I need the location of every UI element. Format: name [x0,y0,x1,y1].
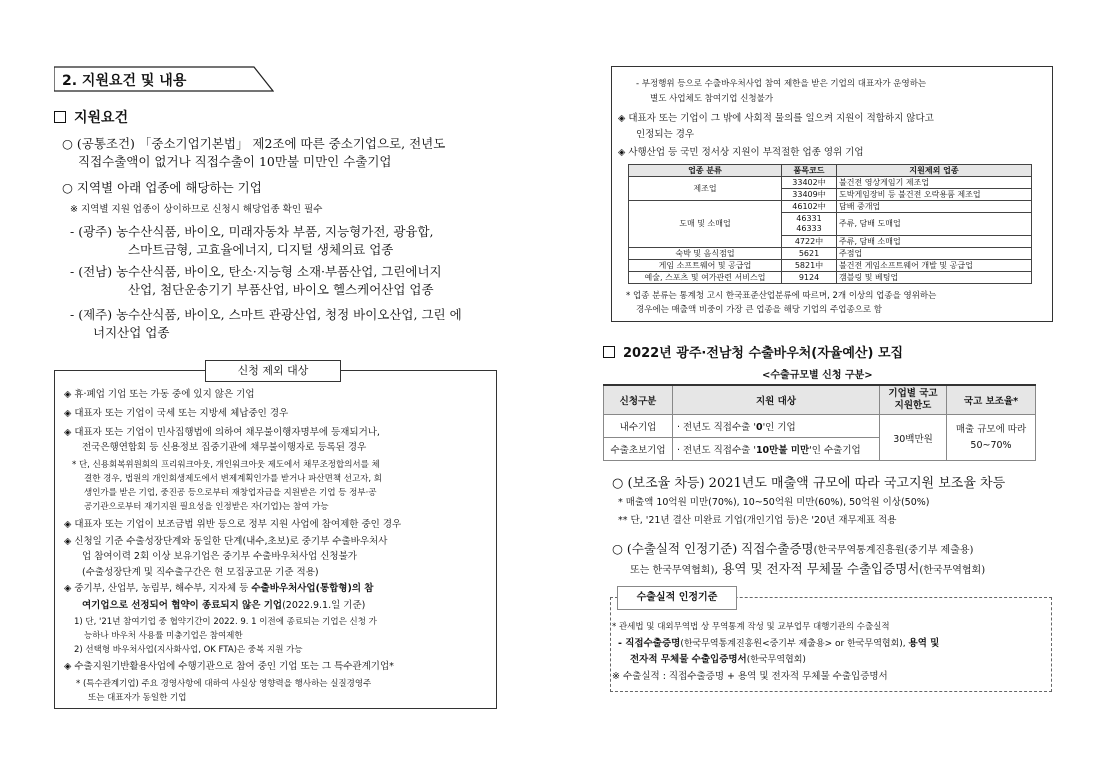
criteria-label: 수출실적 인정기준 [617,586,737,610]
cell-text: '인 기업 [762,422,796,433]
criteria-bold: 용역 및 [908,638,940,649]
table-cell: 5821中 [782,260,837,272]
table-row [629,260,1032,272]
table-row [629,272,1032,284]
gwangju-line1: - (광주) 농수산식품, 바이오, 미래자동차 부품, 지능형가전, 광융합, [70,224,434,239]
right-box-line: 인정되는 경우 [636,129,695,140]
exclusion-item: ◈ 대표자 또는 기업이 보조금법 위반 등으로 정부 지원 사업에 참여제한 중인 경우 [64,519,402,530]
table-header-row [604,385,1036,415]
table-cell: 불건전 게임소프트웨어 개발 및 공급업 [837,260,1032,272]
criteria-line [618,635,939,649]
jeonnam-line1: - (전남) 농수산식품, 바이오, 탄소·지능형 소재·부품산업, 그린에너지 [70,264,442,279]
table-cell: 33409中 [782,189,837,201]
region-note: ※ 지역별 지원 업종이 상이하므로 신청시 해당업종 확인 필수 [70,204,323,215]
table-cell: 46102中 [782,201,837,213]
table-cell: 46331 46333 [782,213,837,236]
table-cell: 갬블링 및 베팅업 [837,272,1032,284]
table-cell: 수출초보기업 [604,438,673,461]
export-perf-small: (한국무역협회) [919,565,986,576]
right-box-line: ◈ 사행산업 등 국민 정서상 지원이 부적절한 업종 영위 기업 [618,147,864,158]
jeju-line2: 너지산업 업종 [93,325,170,340]
table-cell: 담배 중개업 [837,201,1032,213]
exclusion-footnote: 2) 선택형 바우처사업(지사화사업, OK FTA)은 중복 지원 가능 [74,645,303,655]
criteria-line [630,651,806,665]
table-cell: 9124 [782,272,837,284]
exclusion-item: ◈ 대표자 또는 기업이 민사집행법에 의하여 채무불이행자명부에 등재되거나, [64,427,380,438]
subsidy-line3: ** 단, '21년 결산 미완료 기업(개인기업 등)은 '20년 재무제표 적용 [618,515,897,526]
exclusion-footnote: 결한 경우, 법원의 개인회생제도에서 변제계획인가를 받거나 파산면책 선고자, 회 [84,474,382,484]
table-cell: 주점업 [837,248,1032,260]
table-cell: 30백만원 [880,415,947,461]
cell-bold-text: 0 [755,422,763,433]
voucher-heading-text: 2022년 광주·전남청 수출바우처(자율예산) 모집 [623,346,904,361]
table-row [604,415,1036,438]
table-header: 기업별 국고 지원한도 [880,385,947,415]
exclusion-label: 신청 제외 대상 [205,360,341,382]
table-cell [947,415,1036,461]
table-header: 지원제외 업종 [837,165,1032,177]
cell-text: · 전년도 직접수출 ' [677,445,756,456]
common-condition-line1: ○ (공통조건) 「중소기업기본법」 제2조에 따른 중소기업으로, 전년도 [62,136,446,151]
right-box-line: 별도 사업체도 참여기업 신청불가 [650,94,774,104]
voucher-heading [603,342,903,361]
exclusion-item: (수출성장단계 및 직수출구간은 현 모집공고문 기준 적용) [82,567,319,578]
checkbox-square-icon [603,346,615,358]
section-title: 2. 지원요건 및 내용 [62,73,187,89]
export-perf-line2 [630,559,985,577]
table-cell: 제조업 [629,177,782,201]
criteria-line: ※ 수출실적 : 직접수출증명 + 용역 및 전자적 무체물 수출입증명서 [612,671,888,682]
table-cell: 내수기업 [604,415,673,438]
table-row [629,248,1032,260]
exclusion-footnote: 생인가를 받은 기업, 중진공 등으로부터 재창업자금을 지원받은 기업 등 정부·공 [84,488,377,498]
table-cell: 33402中 [782,177,837,189]
section-title-box [54,66,274,92]
subsidy-line2: * 매출액 10억원 미만(70%), 10~50억원 미만(60%), 50억원 이상(50%) [618,497,930,508]
table-cell [673,438,880,461]
table-cell: 도매 및 소매업 [629,201,782,248]
table-cell: 주류, 담배 소매업 [837,236,1032,248]
right-box-line: - 부정행위 등으로 수출바우처사업 참여 제한을 받은 기업의 대표자가 운영하는 [636,79,927,89]
jeju-line1: - (제주) 농수산식품, 바이오, 스마트 관광산업, 청정 바이오산업, 그린 에 [70,307,462,322]
criteria-text: (한국무역통계진흥원<중기부 제출용> or 한국무역협회), [680,639,909,649]
table-header: 국고 보조율* [947,385,1036,415]
cell-text: 매출 규모에 따라 [955,423,1027,435]
table-row [629,201,1032,213]
table-cell: 예술, 스포츠 및 여가관련 서비스업 [629,272,782,284]
right-box-line: ◈ 대표자 또는 기업이 그 밖에 사회적 물의를 일으켜 지원이 적합하지 않다고 [618,113,934,124]
exclusion-item: ◈ 휴·폐업 기업 또는 가동 중에 있지 않은 기업 [64,389,255,400]
exclusion-item [82,597,365,611]
table-cell: 주류, 담배 도매업 [837,213,1032,236]
table-cell: 5621 [782,248,837,260]
cell-bold-text: 10만불 미만 [755,445,810,456]
exclusion-item: ◈ 신청일 기준 수출성장단계와 동일한 단계(내수,초보)로 중기부 수출바우처사 [64,536,388,547]
req-heading [54,107,128,127]
cell-text: '인 수출기업 [809,445,861,456]
table-cell: 게임 소프트웨어 및 공급업 [629,260,782,272]
table-header: 업종 분류 [629,165,782,177]
export-perf-small: 또는 한국무역협회) [630,565,715,576]
table-cell: 4722中 [782,236,837,248]
table-header-row [629,165,1032,177]
exclusion-footnote: * (특수관계기업) 주요 경영사항에 대하여 사실상 영향력을 행사하는 실질경영주 [76,679,372,689]
gwangju-line2: 스마트금형, 고효율에너지, 디지털 생체의료 업종 [128,242,394,257]
table-note: * 업종 분류는 통계청 고시 한국표준산업분류에 따르며, 2개 이상의 업종을 영위하는 [626,291,937,301]
common-condition-line2: 직접수출액이 없거나 직접수출이 10만불 미만인 수출기업 [78,154,392,169]
exclusion-bold-text: 수출바우처사업(통합형)의 참 [251,583,374,594]
jeonnam-line2: 산업, 첨단운송기기 부품산업, 바이오 헬스케어산업 업종 [128,282,434,297]
cell-text: 50~70% [970,439,1012,451]
exclusion-item: ◈ 대표자 또는 기업이 국세 또는 지방세 체납중인 경우 [64,408,289,419]
criteria-line: * 관세법 및 대외무역법 상 무역통계 작성 및 교부업무 대행기관의 수출실적 [612,622,890,632]
region-heading: ○ 지역별 아래 업종에 해당하는 기업 [62,180,262,195]
table-cell: 도박게임장비 등 불건전 오락용품 제조업 [837,189,1032,201]
table-note: 경우에는 매출액 비중이 가장 큰 업종을 해당 기업의 주업종으로 함 [636,305,883,315]
cell-text: · 전년도 직접수출 ' [677,422,756,433]
table-cell: 숙박 및 음식점업 [629,248,782,260]
exclusion-item [64,580,373,594]
table-header: 지원 대상 [673,385,880,415]
criteria-text: (한국무역협회) [746,655,806,665]
criteria-bold: - 직접수출증명 [618,638,681,649]
checkbox-square-icon [54,111,66,123]
exclusion-text: ◈ 중기부, 산업부, 농림부, 해수부, 지자체 등 [64,583,252,594]
voucher-subheading: <수출규모별 신청 구분> [762,370,873,381]
exclusion-footnote: 공기관으로부터 재기지원 필요성을 인정받은 자(기업)는 참여 가능 [84,502,329,512]
exclusion-item: 업 참여이력 2회 이상 보유기업은 중기부 수출바우처사업 신청불가 [82,551,357,562]
exclusion-text: (2022.9.1.일 기준) [282,600,366,611]
table-row [629,177,1032,189]
table-header: 신청구분 [604,385,673,415]
excluded-industry-table [628,164,1032,284]
exclusion-footnote: 능하나 바우처 사용률 미충기업은 참여제한 [84,631,243,641]
table-cell [673,415,880,438]
subsidy-line1: ○ (보조율 차등) 2021년도 매출액 규모에 따라 국고지원 보조율 차등 [612,476,1006,491]
exclusion-item: 전국은행연합회 등 신용정보 집중기관에 채무불이행자로 등록된 경우 [82,442,367,453]
export-perf-small: (한국무역통계진흥원(중기부 제출용) [813,545,974,556]
criteria-bold: 전자적 무체물 수출입증명서 [630,654,747,665]
exclusion-footnote: 1) 단, '21년 참여기업 중 협약기간이 2022. 9. 1 이전에 종료되는 기업은 신청 가 [74,617,377,627]
req-heading-text: 지원요건 [74,110,129,126]
exclusion-item: ◈ 수출지원기반활용사업에 수행기관으로 참여 중인 기업 또는 그 특수관계기업* [64,661,394,672]
exclusion-footnote: * 단, 신용회복위원회의 프리워크아웃, 개인워크아웃 제도에서 채무조정합의서를 체 [72,460,380,470]
table-cell: 불건전 영상게임기 제조업 [837,177,1032,189]
voucher-table [603,384,1036,461]
export-perf-text: , 용역 및 전자적 무체물 수출입증명서 [714,561,920,576]
exclusion-footnote: 또는 대표자가 동일한 기업 [88,693,187,703]
export-perf-line1 [612,539,973,557]
exclusion-bold-text: 여기업으로 선정되어 협약이 종료되지 않은 기업 [82,600,283,611]
export-perf-text: ○ (수출실적 인정기준) 직접수출증명 [612,541,814,556]
table-header: 품목코드 [782,165,837,177]
